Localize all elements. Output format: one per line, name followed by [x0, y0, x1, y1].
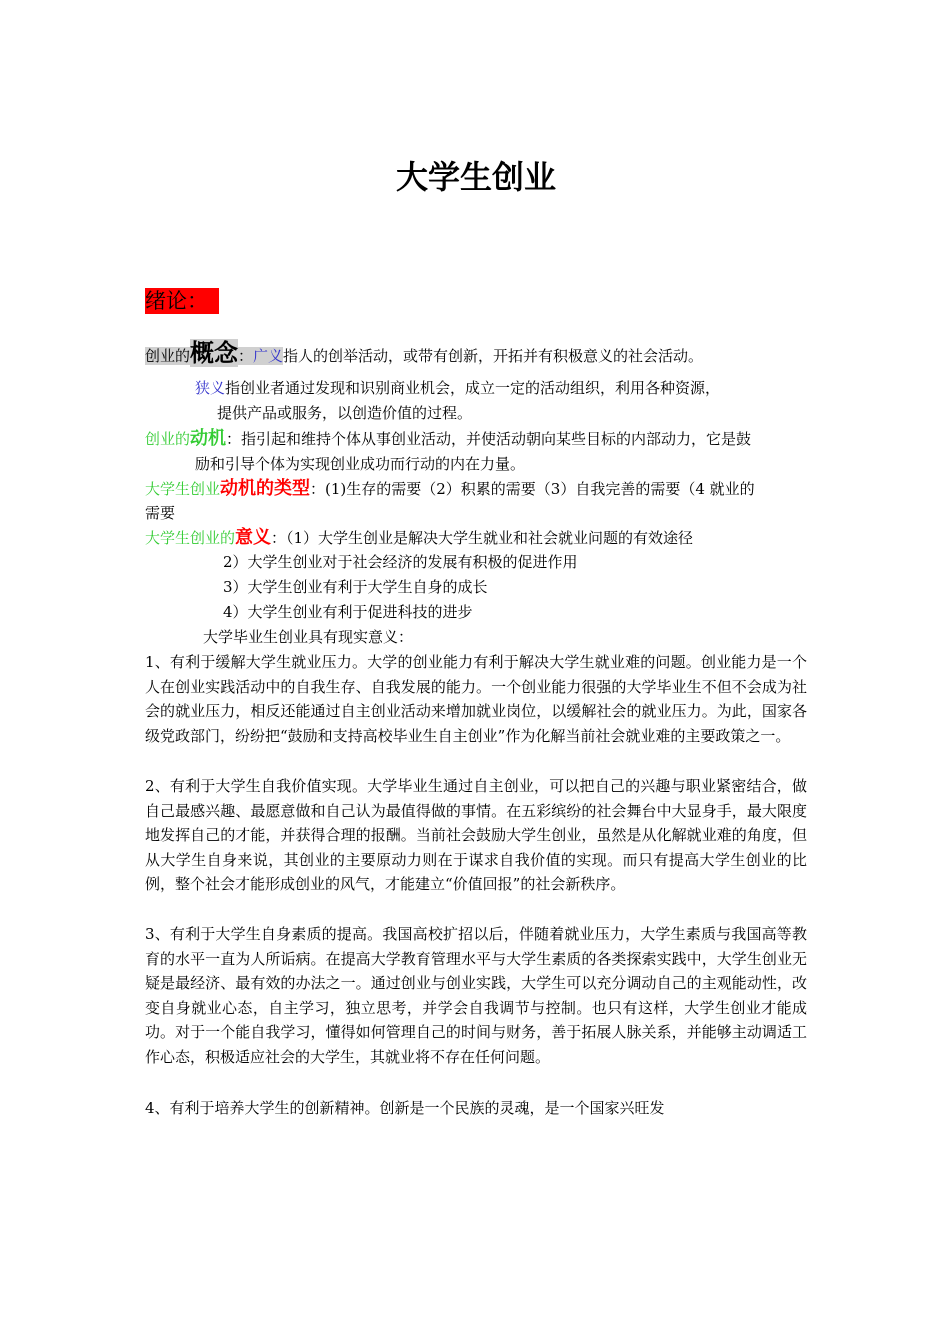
body-paragraph-3: 3、有利于大学生自身素质的提高。我国高校扩招以后，伴随着就业压力，大学生素质与我国高等教育的水平一直为人所诟病。在提高大学教育管理水平与大学生素质的各类探索实践中，大学生创业无疑是最经济、最有效的办法之一。通过创业与创业实践，大学生可以充分调动自己的主观能动性，改变自身就业心态，自主学习，独立思考，并学会自我调节与控制。也只有这样，大学生创业才能成功。对于一个能自我学习，懂得如何管理自己的时间与财务，善于拓展人脉关系，并能够主动调适工作心态，积极适应社会的大学生，其就业将不存在任何问题。: [145, 925, 807, 1066]
motive-prefix: 创业的: [145, 430, 191, 448]
body-paragraph-4: 4、有利于培养大学生的创新精神。创新是一个民族的灵魂，是一个国家兴旺发: [145, 1099, 665, 1117]
concept-prefix: 创业的: [145, 347, 191, 365]
motive-line-2: 励和引导个体为实现创业成功而行动的内在力量。: [195, 455, 526, 473]
broad-label: 广义: [253, 347, 284, 365]
motive-types-text-1: ：(1)生存的需要（2）积累的需要（3）自我完善的需要（4 就业的: [310, 480, 755, 498]
narrow-text-1: 指创业者通过发现和识别商业机会，成立一定的活动组织，利用各种资源，: [225, 379, 721, 397]
intro-heading: 绪论：: [145, 288, 219, 314]
motive-types-term: 动机的类型: [220, 478, 311, 499]
body-paragraph-2: 2、有利于大学生自我价值实现。大学毕业生通过自主创业，可以把自己的兴趣与职业紧密结合，做自己最感兴趣、最愿意做和自己认为最值得做的事情。在五彩缤纷的社会舞台中大显身手，最大限度地发挥自己的才能，并获得合理的报酬。当前社会鼓励大学生创业，虽然是从化解就业难的角度，但从大学生自身来说，其创业的主要原动力则在于谋求自我价值的实现。而只有提高大学生创业的比例，整个社会才能形成创业的风气，才能建立“价值回报”的社会新秩序。: [145, 777, 807, 893]
significance-item-4: 4）大学生创业有利于促进科技的进步: [223, 603, 473, 621]
narrow-line-2: 提供产品或服务，以创造价值的过程。: [217, 404, 473, 422]
narrow-line-1: [195, 376, 720, 400]
significance-term: 意义: [235, 527, 272, 548]
body-paragraph-1: 1、有利于缓解大学生就业压力。大学的创业能力有利于解决大学生就业难的问题。创业能力是一个人在创业实践活动中的自我生存、自我发展的能力。一个创业能力很强的大学毕业生不但不会成为社会的就业压力，相反还能通过自主创业活动来增加就业岗位，以缓解社会的就业压力。为此，国家各级党政部门，纷纷把“鼓励和支持高校毕业生自主创业”作为化解当前社会就业难的主要政策之一。: [145, 653, 807, 745]
broad-text: 指人的创举活动，或带有创新，开拓并有积极意义的社会活动。: [283, 347, 704, 365]
motive-types-prefix: 大学生创业: [145, 480, 221, 498]
significance-item-1: ：（1）大学生创业是解决大学生就业和社会就业问题的有效途径: [271, 529, 694, 547]
motive-line-1: [145, 427, 751, 451]
document-title: 大学生创业: [395, 158, 556, 196]
motive-types-line-1: [145, 477, 755, 501]
concept-line: [145, 341, 703, 368]
significance-item-2: 2）大学生创业对于社会经济的发展有积极的促进作用: [223, 553, 578, 571]
concept-colon: ：: [238, 347, 254, 365]
significance-line-1: [145, 526, 693, 550]
significance-item-3: 3）大学生创业有利于大学生自身的成长: [223, 578, 488, 596]
motive-types-line-2: 需要: [145, 504, 176, 522]
narrow-label: 狭义: [195, 379, 226, 397]
motive-text-1: ：指引起和维持个体从事创业活动，并使活动朝向某些目标的内部动力，它是鼓: [226, 430, 752, 448]
concept-term: 概念: [190, 339, 239, 367]
motive-term: 动机: [190, 428, 227, 449]
reality-heading: 大学毕业生创业具有现实意义：: [203, 628, 414, 646]
significance-prefix: 大学生创业的: [145, 529, 236, 547]
